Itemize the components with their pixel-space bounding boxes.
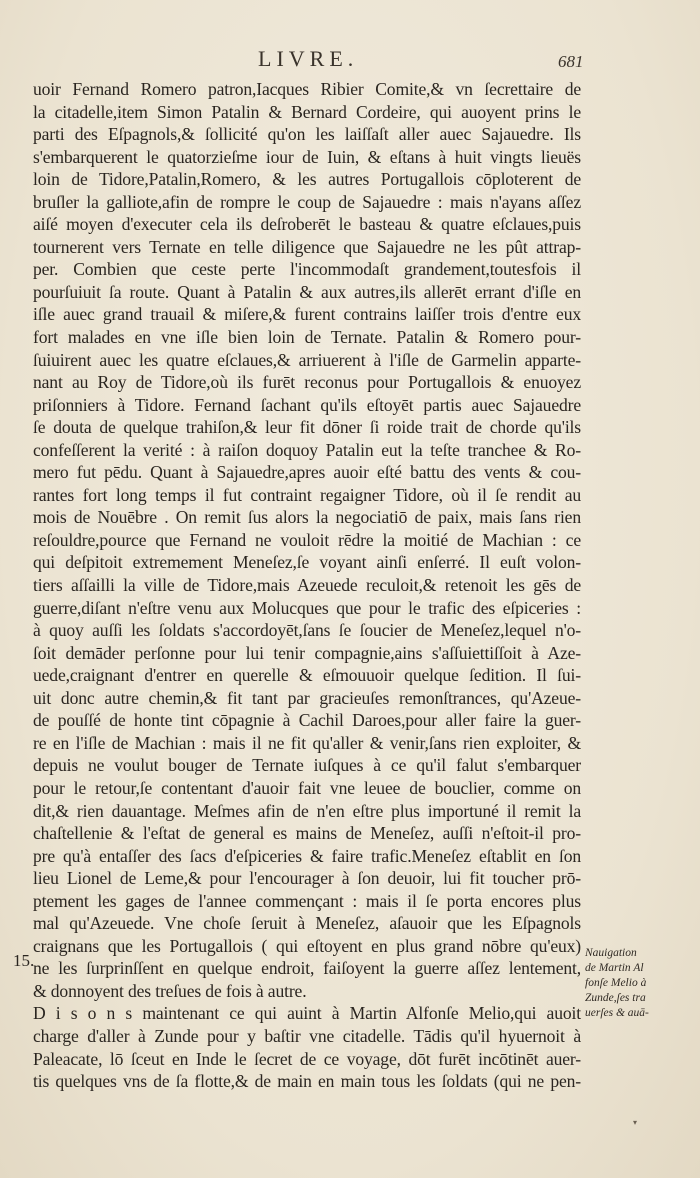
text-line: rantes fort long temps il fut contraint regaigner Tidore, où il ſe rendit au: [33, 484, 581, 505]
text-line: uit donc autre chemin,& fit tant par gracieuſes remonſtrances, qu'Azeue-: [33, 687, 581, 708]
text-line: D i s o n s maintenant ce qui auint à Martin Alfonſe Melio,qui auoit: [33, 1003, 581, 1024]
text-line: tis quelques vns de ſa flotte,& de main en main tous les ſoldats (qui ne pen-: [33, 1071, 581, 1092]
text-line: s'embarquerent le quatorzieſme iour de Iuin, & eſtans à huit vingts lieuës: [33, 146, 581, 167]
text-line: ſuiuirent auec les quatre eſclaues,& arriuerent à l'iſle de Garmelin apparte-: [33, 349, 581, 370]
text-line: uede,craignant d'entrer en querelle & eſmouuoir quelque ſedition. Il ſui-: [33, 665, 581, 686]
text-line: re en l'iſle de Machian : mais il ne fit qu'aller & venir,ſans rien exploiter, &: [33, 732, 581, 753]
text-line: ſoit demāder perſonne pour lui tenir compagnie,ains s'aſſuiettiſſoit à Aze-: [33, 642, 581, 663]
text-line: per. Combien que ceste perte l'incommodaſt grandement,toutesfois il: [33, 259, 581, 280]
margin-note-line: de Martin Al: [585, 962, 644, 974]
text-line: tournerent vers Ternate en telle diligence que Sajauedre ne les pût attrap-: [33, 236, 581, 257]
section-number: 15.: [13, 951, 35, 970]
text-line: à quoy auſſi les ſoldats s'accordoyēt,ſans ſe ſoucier de Meneſez,lequel n'o-: [33, 620, 581, 641]
text-line: depuis ne voulut bouger de Ternate iuſques à ce qu'il falut s'embarquer: [33, 755, 581, 776]
text-line: & donnoyent des treſues de fois à autre.: [33, 980, 307, 1001]
text-line: mois de Nouēbre . On remit ſus alors la negociatiō de paix, mais ſans rien: [33, 507, 581, 528]
text-line: pre qu'à entaſſer des ſacs d'eſpiceries & faire trafic.Meneſez eſtablit en ſon: [33, 845, 581, 866]
text-line: mal qu'Azeuede. Vne choſe ſeruit à Meneſez, aſauoir que les Eſpagnols: [33, 913, 581, 934]
text-line: ſe douta de quelque trahiſon,& leur fit dōner ſi roide trait de chorde qu'ils: [33, 417, 581, 438]
text-line: nant au Roy de Tidore,où ils furēt reconus pour Portugallois & enuoyez: [33, 372, 581, 393]
text-line: reſouldre,pource que Fernand ne vouloit rēdre la moitié de Machian : ce: [33, 529, 581, 550]
text-line: ptement les gages de l'annee commençant : mais il ſe porta encores plus: [33, 890, 581, 911]
body-text: [33, 78, 581, 1093]
text-line: parti des Eſpagnols,& ſollicité qu'on les laiſſaſt aller auec Sajauedre. Ils: [33, 124, 581, 145]
text-line: Paleacate, lō ſceut en Inde le ſecret de ce voyage, dōt furēt incōtinēt auer-: [33, 1048, 581, 1069]
text-line: ne les ſurprinſſent en quelque endroit, faiſoyent la guerre aſſez lentement,: [33, 958, 581, 979]
text-line: loin de Tidore,Patalin,Romero, & les autres Portugallois cōploterent de: [33, 169, 581, 190]
printer-mark: ▾: [633, 1118, 638, 1127]
text-line: dit,& rien dauantage. Meſmes afin de n'en eſtre plus importuné il remit la: [33, 800, 581, 821]
margin-note: [585, 946, 671, 1021]
text-line: lieu Lionel de Leme,& pour l'encourager à ſon deuoir, lui fit toucher prō-: [33, 868, 581, 889]
text-line: confeſſerent la verité : à raiſon doquoy Patalin eut la teſte tranchee & Ro-: [33, 439, 581, 460]
text-line: chaſtellenie & l'eſtat de general es mains de Meneſez, auſſi n'eſtoit-il pro-: [33, 823, 581, 844]
margin-note-line: uerſes & auā-: [585, 1007, 649, 1019]
text-line: uoir Fernand Romero patron,Iacques Ribier Comite,& vn ſecrettaire de: [33, 79, 581, 99]
running-title: LIVRE.: [258, 46, 359, 71]
text-line: la citadelle,item Simon Patalin & Bernard Cordeire, qui auoyent prins le: [33, 101, 581, 122]
text-line: qui deſpitoit extremement Meneſez,ſe voyant ainſi enſerré. Il euſt volon-: [33, 552, 581, 573]
text-line: tiers aſſailli la ville de Tidore,mais Azeuede reculoit,& retenoit les gēs de: [33, 575, 581, 596]
text-line: aiſé moyen d'executer cela ils deſroberēt le basteau & quatre eſclaues,puis: [33, 214, 581, 235]
page-number: 681: [558, 52, 584, 71]
text-line: iſle auec grand trauail & miſere,& furent contrains laiſſer trois d'entre eux: [33, 304, 581, 325]
text-line: fort malades en vne iſle bien loin de Ternate. Patalin & Romero pour-: [33, 327, 581, 348]
margin-note-line: fonſe Melio à: [585, 977, 647, 989]
text-line: charge d'aller à Zunde pour y baſtir vne citadelle. Tādis qu'il hyuernoit à: [33, 1025, 581, 1046]
text-line: guerre,diſant n'eſtre venu aux Molucques que pour le trafic des eſpiceries :: [33, 597, 581, 618]
text-line: pourſuiuit ſa route. Quant à Patalin & aux autres,ils allerēt errant d'iſle en: [33, 281, 581, 302]
text-line: mero fut pēdu. Quant à Sajauedre,apres auoir eſté battu des vents & cou-: [33, 462, 581, 483]
margin-note-line: Zunde,ſes tra: [585, 992, 646, 1004]
margin-note-line: Nauigation: [585, 947, 637, 959]
text-line: de pouſſé de honte tint cōpagnie à Cachil Daroes,pour aller faire la guer-: [33, 710, 581, 731]
text-line: pour le retour,ſe contentant d'auoir fait vne leuee de bouclier, comme on: [33, 777, 581, 798]
text-line: priſonniers à Tidore. Fernand ſachant qu'ils eſtoyēt partis auec Sajauedre: [33, 394, 581, 415]
text-line: craignans que les Portugallois ( qui eſtoyent en plus grand nōbre qu'eux): [33, 935, 581, 956]
text-line: bruſler la galliote,afin de rompre le coup de Sajauedre : mais n'ayans aſſez: [33, 191, 581, 212]
